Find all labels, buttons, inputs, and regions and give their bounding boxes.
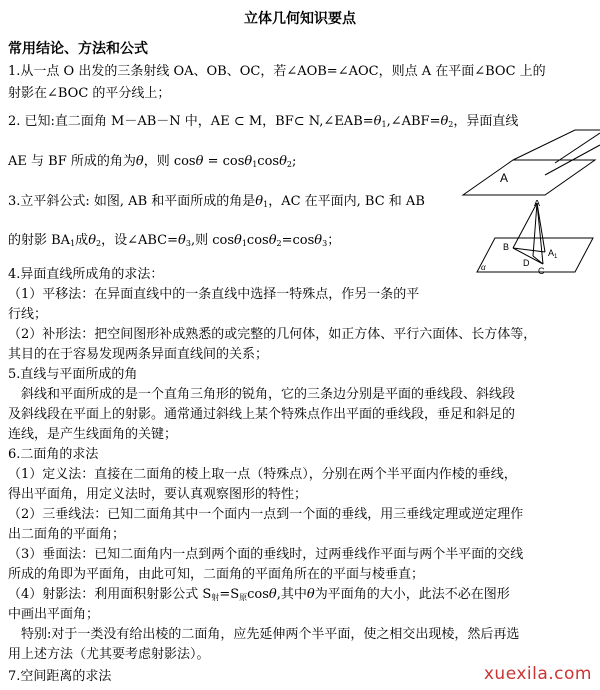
text-line-5b: 及斜线段在平面上的射影。通常通过斜线上某个特殊点作出平面的垂线段，垂足和斜足的: [8, 407, 516, 422]
text-line-2a: 2. 已知:直二面角 M－AB－N 中，AE ⊂ M，BF⊂ $N,\angle EAB=\theta_1,\angle ABF=\theta_2$，异面直线: [8, 114, 519, 129]
text-line-5c: 连线，是产生线面角的关键；: [8, 427, 178, 442]
label-a1: $A_1$: [548, 248, 558, 260]
label-d: D: [523, 258, 530, 268]
text-line-4: 4.异面直线所成角的求法：: [8, 267, 164, 282]
segment-ad: [533, 203, 537, 256]
text-line-6-3b: 所成的角即为平面角，由此可知，二面角的平面角所在的平面与棱垂直；: [8, 567, 425, 582]
text-line-4-1b: 行线；: [8, 307, 48, 322]
plane-m-line-2: [555, 133, 600, 163]
section-heading: 常用结论、方法和公式: [8, 41, 148, 57]
text-line-6-5a: 特别:对于一类没有给出棱的二面角，应先延伸两个半平面，使之相交出现棱，然后再选: [8, 627, 520, 642]
page-title: 立体几何知识要点: [244, 11, 356, 27]
plane-m-edge: [513, 130, 600, 160]
text-line-6-1b: 得出平面角，用定义法时，要认真观察图形的特性；: [8, 487, 308, 502]
text-line-6-2b: 出二面角的平面角；: [8, 527, 126, 542]
text-line-4-1a: （1）平移法：在异面直线中的一条直线中选择一特殊点，作另一条的平: [8, 287, 420, 302]
text-line-1a: 1.从一点 O 出发的三条射线 OA、OB、OC，若∠AOB=∠AOC，则点 A 在平面∠BOC 上的: [8, 64, 546, 79]
text-line-6-4b: 中画出平面角；: [8, 607, 100, 622]
label-alpha: α: [481, 262, 486, 272]
watermark: xuexila.com: [483, 664, 592, 684]
figure1-label-a: A: [500, 171, 509, 185]
text-line-4-2a: （2）补形法：把空间图形补成熟悉的或完整的几何体，如正方体、平行六面体、长方体等，: [8, 327, 537, 342]
label-b: B: [503, 242, 510, 252]
text-line-6-2a: （2）三垂线法：已知二面角其中一个面内一点到一个面的垂线，用三垂线定理或逆定理作: [8, 507, 524, 522]
plane-alpha: [477, 238, 593, 272]
text-line-3a: 3.立平斜公式: 如图, AB 和平面所成的角是$\theta_1$，AC 在平面内, BC 和 AB: [8, 194, 425, 209]
text-line-7: 7.空间距离的求法: [8, 669, 112, 684]
label-a: A: [534, 200, 541, 208]
text-line-5: 5.直线与平面所成的角: [8, 367, 138, 382]
text-line-6-4a: （4）射影法：利用面积射影公式 $S_射=S_原\cos\theta$,其中θ为平面角的大小，此法不必在图形: [8, 587, 510, 602]
text-line-1b: 射影在∠BOC 的平分线上；: [8, 86, 171, 101]
text-line-3b: 的射影 $BA_1$成$\theta_2$，设$\angle ABC=\theta_3$,则 cosθ$_1$cosθ$_2$=cosθ$_3$；: [8, 233, 341, 248]
projection-figure: [475, 200, 595, 280]
label-c: C: [538, 266, 545, 276]
text-line-6-3a: （3）垂面法：已知二面角内一点到两个面的垂线时，过两垂线作平面与两个半平面的交线: [8, 547, 524, 562]
segment-ab: [513, 203, 537, 248]
text-line-4-2b: 其目的在于容易发现两条异面直线间的关系；: [8, 347, 269, 362]
plane-n: [463, 160, 595, 195]
text-line-5a: 斜线和平面所成的是一个直角三角形的锐角，它的三条边分别是平面的垂线段、斜线段: [8, 387, 516, 402]
text-line-6-5b: 用上述方法（尤其要考虑射影法）。: [8, 647, 210, 662]
text-line-6-1a: （1）定义法：直接在二面角的棱上取一点（特殊点），分别在两个半平面内作棱的垂线，: [8, 467, 517, 482]
dihedral-figure: [455, 125, 600, 200]
text-line-2b: AE 与 BF 所成的角为θ，则 cosθ = cosθ$_1$cosθ$_2$;: [8, 154, 297, 169]
text-line-6: 6.二面角的求法: [8, 447, 99, 462]
